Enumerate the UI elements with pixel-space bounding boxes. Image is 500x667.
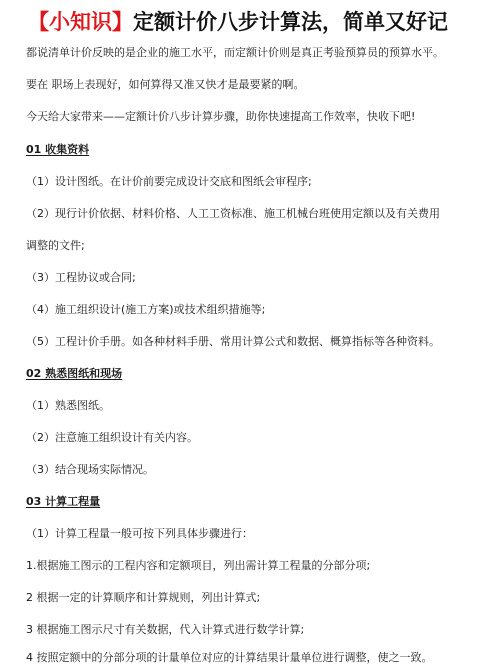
list-item: （1）计算工程量一般可按下列具体步骤进行： (26, 527, 253, 540)
section-heading: 03 计算工程量 (26, 495, 101, 508)
section-heading: 01 收集资料 (26, 143, 90, 156)
list-item: 1.根据施工图示的工程内容和定额项目，列出需计算工程量的分部分项; (26, 559, 371, 572)
section-heading: 02 熟悉图纸和现场 (26, 367, 123, 380)
list-item: （3）结合现场实际情况。 (26, 463, 154, 476)
list-item: 3 根据施工图示尺寸有关数据，代入计算式进行数学计算; (26, 623, 305, 636)
list-item: 调整的文件; (26, 239, 85, 252)
title-tag: 【小知识】 (28, 9, 133, 34)
list-item: （4）施工组织设计(施工方案)或技术组织措施等; (26, 303, 266, 316)
list-item: （2）现行计价依据、材料价格、人工工资标准、施工机械台班使用定额以及有关费用 (26, 207, 440, 220)
list-item: （3）工程协议或合同; (26, 271, 136, 284)
list-item: 2 根据一定的计算顺序和计算规则，列出计算式; (26, 591, 261, 604)
list-item: （1）设计图纸。在计价前要完成设计交底和图纸会审程序; (26, 175, 312, 188)
list-item: （2）注意施工组织设计有关内容。 (26, 431, 198, 444)
intro-paragraph: 要在 职场上表现好，如何算得又准又快才是最要紧的啊。 (26, 78, 305, 91)
list-item: 4 按照定额中的分部分项的计量单位对应的计算结果计量单位进行调整，使之一致。 (26, 651, 433, 664)
title-text: 定额计价八步计算法，简单又好记 (133, 9, 448, 34)
article-title (28, 6, 448, 36)
intro-paragraph: 今天给大家带来——定额计价八步计算步骤，助你快速提高工作效率，快收下吧! (26, 110, 416, 123)
list-item: （5）工程计价手册。如各种材料手册、常用计算公式和数据、概算指标等各种资料。 (26, 335, 440, 348)
list-item: （1）熟悉图纸。 (26, 399, 110, 412)
intro-paragraph: 都说清单计价反映的是企业的施工水平，而定额计价则是真正考验预算员的预算水平。 (26, 46, 444, 59)
